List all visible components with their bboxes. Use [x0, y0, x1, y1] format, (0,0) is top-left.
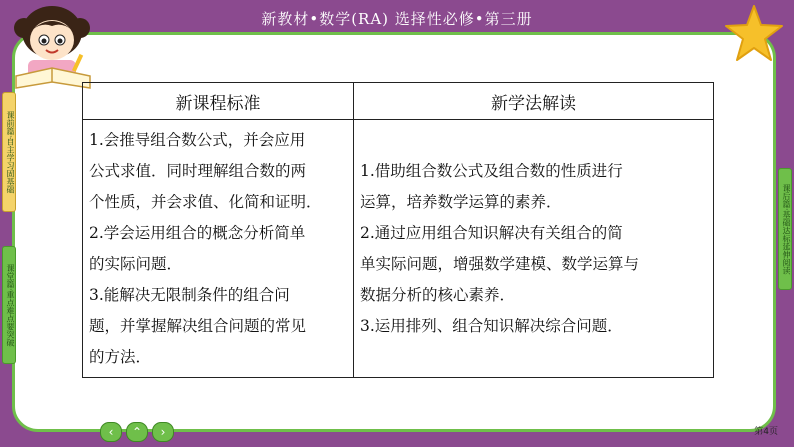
interpretation-cell [354, 120, 714, 378]
interpretation-line: 3.运用排列、组合知识解决综合问题． [360, 316, 623, 335]
standard-line: 题，并掌握解决组合问题的常见 [89, 316, 307, 335]
navigation-bar [100, 422, 174, 442]
interpretation-line: 数据分析的核心素养． [360, 285, 516, 304]
table-header-row [83, 83, 714, 120]
interpretation-line: 2.通过应用组合知识解决有关组合的简 [360, 223, 623, 242]
page-header-title: 新教材•数学(RA) 选择性必修•第三册 [261, 10, 533, 28]
next-button[interactable]: › [152, 422, 174, 442]
tab-pre-class[interactable]: 课前篇·自主学习固基础 [2, 92, 16, 212]
standard-cell [83, 120, 354, 378]
header-new-method-interpretation: 新学法解读 [354, 83, 714, 120]
standard-line: 个性质，并会求值、化简和证明． [89, 192, 322, 211]
page-number: 第4页 [754, 427, 778, 437]
star-icon [722, 2, 786, 66]
interpretation-line: 1.借助组合数公式及组合数的性质进行 [360, 161, 623, 180]
standard-line: 1.会推导组合数公式，并会应用 [89, 130, 306, 149]
standard-line: 的方法． [89, 347, 152, 366]
curriculum-table [82, 82, 714, 378]
interpretation-line: 运算，培养数学运算的素养． [360, 192, 562, 211]
tab-in-class[interactable]: 课堂篇·重点难点要突破 [2, 246, 16, 364]
standard-line: 的实际问题． [89, 254, 183, 273]
home-button[interactable]: ⌃ [126, 422, 148, 442]
tab-after-class[interactable]: 课后篇·基础达标延伸阅读 [778, 168, 792, 290]
standard-line: 2.学会运用组合的概念分析简单 [89, 223, 306, 242]
prev-button[interactable]: ‹ [100, 422, 122, 442]
interpretation-line: 单实际问题，增强数学建模、数学运算与 [360, 254, 640, 273]
header-new-curriculum-standard: 新课程标准 [83, 83, 354, 120]
standard-line: 3.能解决无限制条件的组合问 [89, 285, 290, 304]
standard-line: 公式求值．同时理解组合数的两 [89, 161, 307, 180]
table-row [83, 120, 714, 378]
girl-reading-illustration [6, 2, 98, 94]
